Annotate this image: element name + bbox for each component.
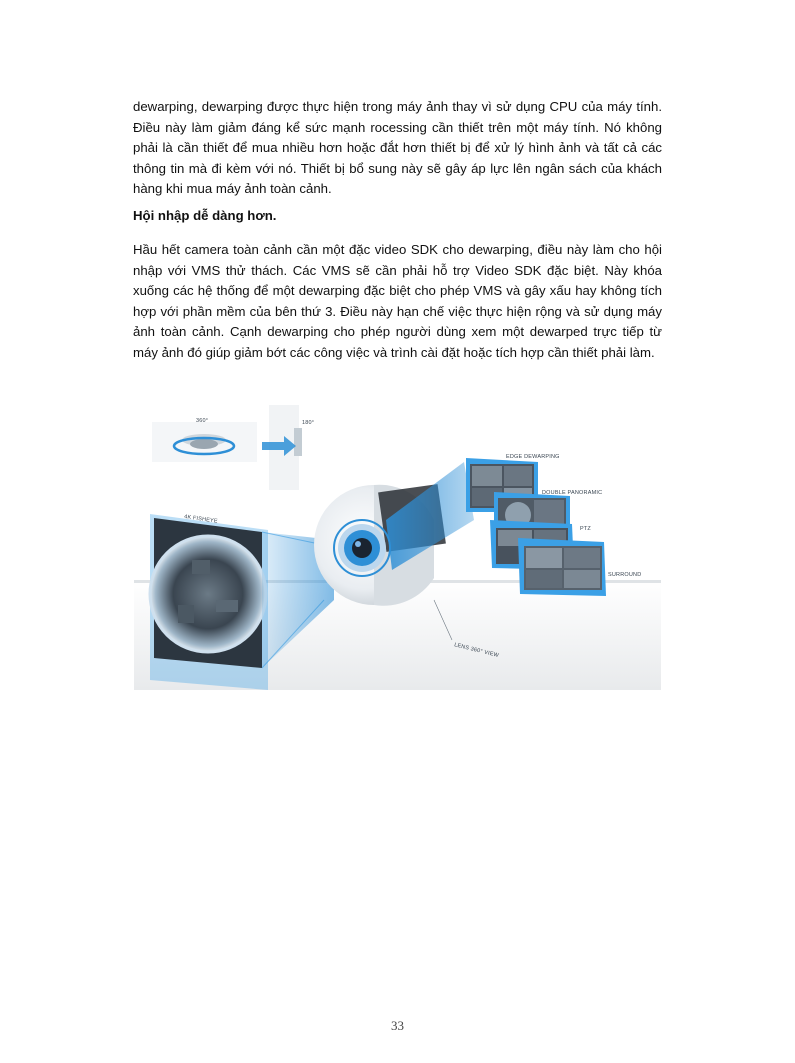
double-panoramic-label: DOUBLE PANORAMIC	[542, 490, 603, 496]
ptz-label: PTZ	[580, 526, 591, 532]
edge-dewarping-label: EDGE DEWARPING	[506, 454, 560, 460]
page-number: 33	[391, 1018, 404, 1033]
section-heading: Hội nhập dễ dàng hơn.	[133, 208, 277, 223]
angle-180-label: 180°	[302, 420, 315, 426]
body-paragraph: Hầu hết camera toàn cảnh cần một đặc video SDK cho dewarping, điều này làm cho hội nhập với VMS thử thách. Các VMS sẽ cần phải hỗ trợ Video SDK đặc biệt. Này khóa xuống các hệ thống để một dewarping đặc biệt cho phép VMS và gây xấu hay không tích hợp với phần mềm của bên thứ 3. Điều này hạn chế việc thực hiện rộng và sử dụng máy ảnh toàn cảnh. Cạnh dewarping cho phép người dùng xem một dewarped trực tiếp từ máy ảnh đó giúp giảm bớt các công việc và trình cài đặt hoặc tích hợp cần thiết phải làm.	[133, 242, 662, 360]
wall-camera-icon	[262, 405, 302, 490]
body-paragraph: dewarping, dewarping được thực hiện trong máy ảnh thay vì sử dụng CPU của máy tính. Điều này làm giảm đáng kể sức mạnh rocessing cần thiết trên một máy tính. Nó không phải là cần thiết để mua nhiều hơn hoặc đắt hơn thiết bị để xử lý hình ảnh và tất cả các thông tin mà đi kèm với nó. Thiết bị bổ sung này sẽ gây áp lực lên ngân sách của khách hàng khi mua máy ảnh toàn cảnh.	[133, 99, 662, 197]
ceiling-camera-icon	[152, 422, 257, 462]
surround-label: SURROUND	[608, 572, 642, 578]
fisheye-label: 4K FISHEYE	[183, 514, 219, 525]
lens-view-label: LENS 360° VIEW	[453, 642, 500, 659]
angle-360-label: 360°	[196, 418, 209, 424]
panoramic-camera-figure	[134, 400, 661, 690]
